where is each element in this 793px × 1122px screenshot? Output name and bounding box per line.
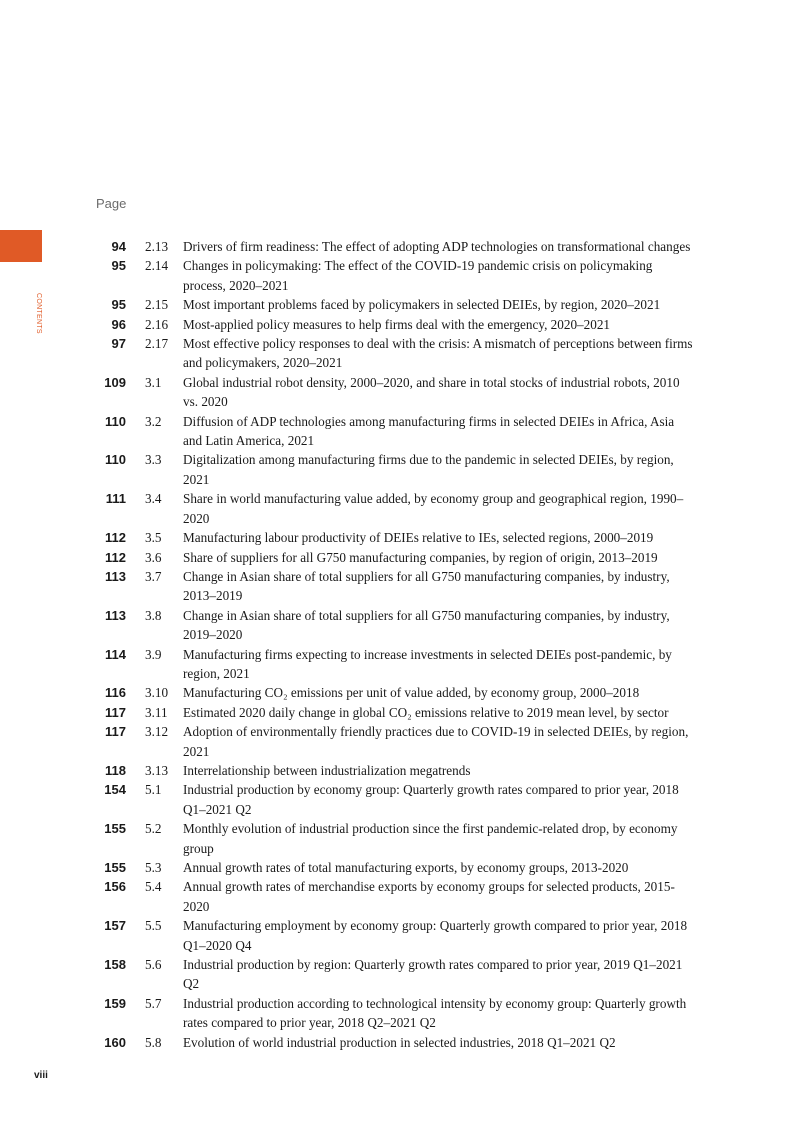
list-item[interactable] bbox=[0, 295, 793, 314]
entry-page-number: 95 bbox=[111, 258, 126, 274]
list-item[interactable] bbox=[0, 683, 793, 702]
entry-page-number: 155 bbox=[104, 821, 126, 837]
entry-figure-number: 3.2 bbox=[145, 413, 162, 429]
list-item[interactable] bbox=[0, 722, 793, 761]
entry-page-number: 160 bbox=[104, 1034, 126, 1050]
entry-title: Manufacturing CO₂ emissions per unit of value added, by economy group, 2000–2018 bbox=[183, 685, 640, 701]
entry-figure-number: 5.6 bbox=[145, 957, 162, 973]
list-item[interactable] bbox=[0, 567, 793, 606]
page-folio: viii bbox=[34, 1070, 48, 1081]
entry-page-number: 154 bbox=[104, 782, 126, 798]
list-item[interactable] bbox=[0, 858, 793, 877]
entry-figure-number: 2.17 bbox=[145, 336, 169, 352]
entry-page-number: 96 bbox=[111, 316, 126, 332]
entry-page-number: 159 bbox=[104, 995, 126, 1011]
list-of-figures bbox=[0, 237, 793, 1052]
entry-title: Manufacturing firms expecting to increase investments in selected DEIEs post-pandemic, by region, 2021 bbox=[183, 646, 672, 681]
list-item[interactable] bbox=[0, 548, 793, 567]
entry-figure-number: 3.1 bbox=[145, 374, 162, 390]
list-item[interactable] bbox=[0, 780, 793, 819]
list-item[interactable] bbox=[0, 606, 793, 645]
entry-title: Industrial production according to technological intensity by economy group: Quarterly growth rates compared to prior year, 2018 Q2–2021 Q2 bbox=[183, 995, 687, 1031]
entry-page-number: 110 bbox=[105, 413, 126, 429]
list-item[interactable] bbox=[0, 645, 793, 684]
entry-title: Annual growth rates of total manufacturing exports, by economy groups, 2013-2020 bbox=[183, 860, 629, 875]
entry-title: Changes in policymaking: The effect of the COVID-19 pandemic crisis on policymaking process, 2020–2021 bbox=[183, 258, 653, 293]
entry-figure-number: 5.3 bbox=[145, 860, 162, 875]
list-item[interactable] bbox=[0, 819, 793, 858]
entry-figure-number: 5.5 bbox=[145, 918, 162, 934]
entry-figure-number: 3.11 bbox=[145, 704, 168, 720]
list-item[interactable] bbox=[0, 994, 793, 1033]
list-item[interactable] bbox=[0, 489, 793, 528]
list-item[interactable] bbox=[0, 412, 793, 451]
entry-figure-number: 3.12 bbox=[145, 724, 169, 740]
entry-figure-number: 5.2 bbox=[145, 821, 162, 837]
entry-title: Evolution of world industrial production in selected industries, 2018 Q1–2021 Q2 bbox=[183, 1034, 616, 1050]
entry-figure-number: 2.13 bbox=[145, 239, 169, 254]
list-item[interactable] bbox=[0, 373, 793, 412]
entry-figure-number: 5.1 bbox=[145, 782, 162, 798]
entry-figure-number: 5.8 bbox=[145, 1034, 162, 1050]
entry-title: Share in world manufacturing value added, by economy group and geographical region, 1990–2020 bbox=[183, 491, 684, 526]
entry-figure-number: 3.5 bbox=[145, 530, 162, 546]
entry-title: Interrelationship between industrialization megatrends bbox=[183, 762, 471, 778]
entry-figure-number: 3.9 bbox=[145, 646, 162, 662]
list-item[interactable] bbox=[0, 334, 793, 373]
list-item[interactable] bbox=[0, 450, 793, 489]
entry-title: Digitalization among manufacturing firms due to the pandemic in selected DEIEs, by region, 2021 bbox=[183, 452, 674, 487]
entry-figure-number: 3.13 bbox=[145, 762, 169, 778]
list-item[interactable] bbox=[0, 256, 793, 295]
entry-page-number: 113 bbox=[105, 568, 126, 584]
entry-figure-number: 2.14 bbox=[145, 258, 169, 274]
entry-page-number: 112 bbox=[105, 549, 126, 565]
entry-title: Diffusion of ADP technologies among manufacturing firms in selected DEIEs in Africa, Asia and Latin America, 2021 bbox=[183, 413, 675, 449]
entry-page-number: 157 bbox=[104, 918, 126, 934]
entry-page-number: 114 bbox=[105, 646, 126, 662]
entry-page-number: 117 bbox=[105, 704, 126, 720]
entry-figure-number: 3.4 bbox=[145, 491, 162, 507]
list-item[interactable] bbox=[0, 955, 793, 994]
entry-title: Industrial production by region: Quarterly growth rates compared to prior year, 2019 Q1–2021 Q2 bbox=[183, 957, 683, 992]
entry-figure-number: 5.4 bbox=[145, 879, 162, 895]
entry-title: Share of suppliers for all G750 manufacturing companies, by region of origin, 2013–2019 bbox=[183, 549, 658, 565]
entry-title: Most important problems faced by policymakers in selected DEIEs, by region, 2020–2021 bbox=[183, 297, 661, 313]
entry-page-number: 118 bbox=[105, 762, 126, 778]
entry-page-number: 158 bbox=[104, 957, 126, 973]
entry-page-number: 111 bbox=[105, 491, 126, 507]
entry-figure-number: 2.16 bbox=[145, 316, 169, 332]
entry-title: Global industrial robot density, 2000–2020, and share in total stocks of industrial robots, 2010 vs. 2020 bbox=[183, 374, 680, 410]
entry-title: Most-applied policy measures to help firms deal with the emergency, 2020–2021 bbox=[183, 316, 611, 332]
entry-page-number: 155 bbox=[104, 860, 126, 875]
list-item[interactable] bbox=[0, 916, 793, 955]
entry-page-number: 116 bbox=[105, 685, 126, 701]
entry-title: Manufacturing labour productivity of DEIEs relative to IEs, selected regions, 2000–2019 bbox=[183, 530, 654, 546]
entry-page-number: 156 bbox=[104, 879, 126, 895]
list-item[interactable] bbox=[0, 237, 793, 256]
entry-title: Adoption of environmentally friendly practices due to COVID-19 in selected DEIEs, by region, 2021 bbox=[183, 724, 689, 759]
entry-title: Change in Asian share of total suppliers for all G750 manufacturing companies, by industry, 2013–2019 bbox=[183, 568, 670, 604]
entry-page-number: 113 bbox=[105, 607, 126, 623]
list-item[interactable] bbox=[0, 528, 793, 547]
entry-page-number: 109 bbox=[104, 374, 126, 390]
entry-title: Industrial production by economy group: Quarterly growth rates compared to prior year, 2018 Q1–2021 Q2 bbox=[183, 782, 679, 817]
entry-title: Most effective policy responses to deal with the crisis: A mismatch of perceptions between firms and policymakers, 2020–2021 bbox=[183, 336, 693, 371]
entry-title: Estimated 2020 daily change in global CO₂ emissions relative to 2019 mean level, by sector bbox=[183, 704, 669, 720]
page-column-heading: Page bbox=[96, 196, 127, 211]
list-item[interactable] bbox=[0, 877, 793, 916]
entry-figure-number: 3.6 bbox=[145, 549, 162, 565]
list-item[interactable] bbox=[0, 315, 793, 334]
section-side-label: CONTENTS bbox=[35, 293, 42, 334]
entry-figure-number: 3.8 bbox=[145, 607, 162, 623]
entry-page-number: 117 bbox=[105, 724, 126, 740]
entry-page-number: 94 bbox=[111, 239, 126, 254]
entry-title: Drivers of firm readiness: The effect of adopting ADP technologies on transformational changes bbox=[183, 239, 691, 254]
entry-page-number: 97 bbox=[111, 336, 126, 352]
entry-figure-number: 5.7 bbox=[145, 995, 162, 1011]
entry-figure-number: 3.3 bbox=[145, 452, 162, 468]
entry-page-number: 112 bbox=[105, 530, 126, 546]
entry-title: Monthly evolution of industrial production since the first pandemic-related drop, by economy group bbox=[183, 821, 678, 856]
entry-title: Manufacturing employment by economy group: Quarterly growth compared to prior year, 2018 Q1–2020 Q4 bbox=[183, 918, 688, 953]
entry-title: Annual growth rates of merchandise exports by economy groups for selected products, 2015-2020 bbox=[183, 879, 675, 914]
list-item[interactable] bbox=[0, 1033, 793, 1052]
entry-title: Change in Asian share of total suppliers for all G750 manufacturing companies, by industry, 2019–2020 bbox=[183, 607, 670, 643]
entry-figure-number: 3.10 bbox=[145, 685, 169, 701]
entry-page-number: 110 bbox=[105, 452, 126, 468]
entry-page-number: 95 bbox=[111, 297, 126, 313]
list-item[interactable] bbox=[0, 761, 793, 780]
entry-figure-number: 2.15 bbox=[145, 297, 169, 313]
list-item[interactable] bbox=[0, 703, 793, 722]
entry-figure-number: 3.7 bbox=[145, 568, 162, 584]
